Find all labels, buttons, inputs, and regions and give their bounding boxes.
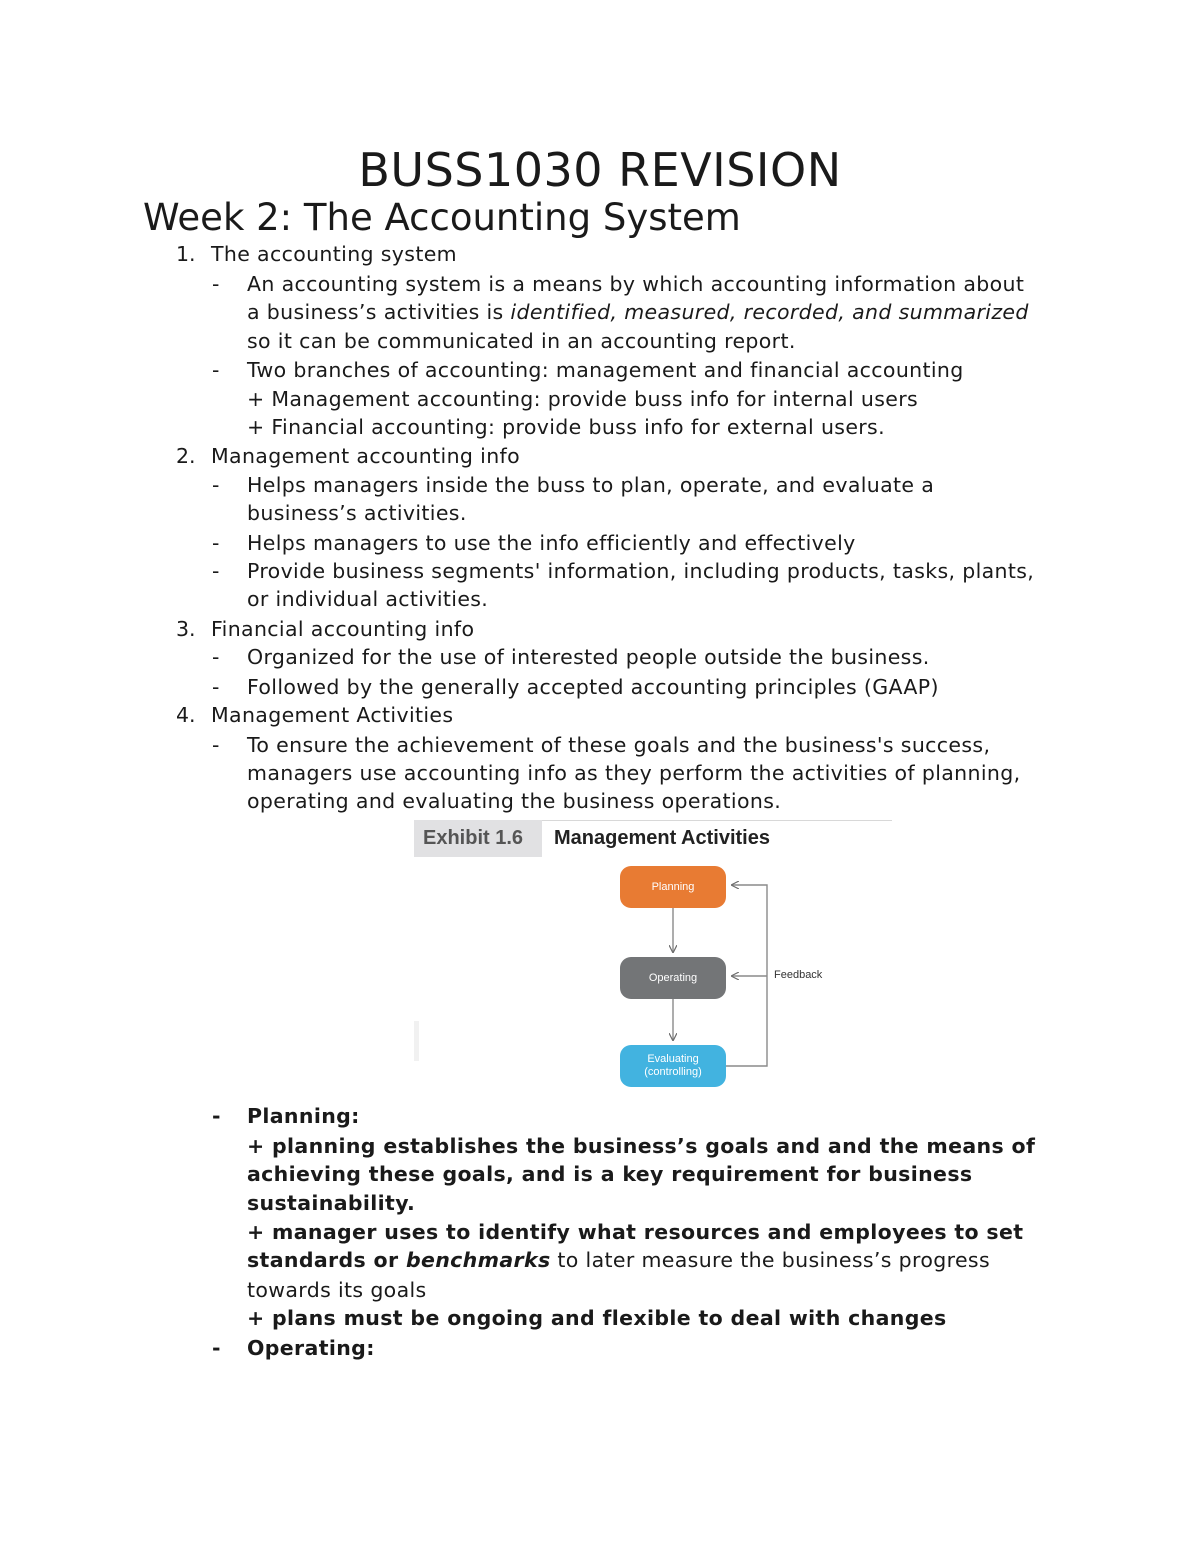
exhibit-figure bbox=[414, 816, 892, 1092]
text-line: + planning establishes the business’s goals and and the means of bbox=[247, 1134, 1036, 1158]
node-label: Evaluating (controlling) bbox=[644, 1053, 702, 1078]
bullet-dash: - bbox=[212, 1336, 221, 1360]
document-title: BUSS1030 REVISION bbox=[358, 143, 842, 197]
text-span: a business’s activities is bbox=[247, 300, 511, 324]
bullet-dash: - bbox=[212, 473, 220, 497]
exhibit-number: Exhibit 1.6 bbox=[414, 820, 542, 857]
italic-text: identified, measured, recorded, and summarized bbox=[510, 300, 1029, 324]
planning-node bbox=[620, 866, 726, 908]
text-line: towards its goals bbox=[247, 1278, 427, 1302]
text-line: sustainability. bbox=[247, 1191, 416, 1215]
text-line: + manager uses to identify what resources and employees to set bbox=[247, 1220, 1024, 1244]
text-line bbox=[247, 1246, 990, 1274]
bullet-dash: - bbox=[212, 645, 220, 669]
section-heading: Financial accounting info bbox=[211, 617, 475, 641]
text-line: business’s activities. bbox=[247, 501, 467, 525]
node-label: Planning bbox=[651, 880, 695, 893]
planning-heading: Planning: bbox=[247, 1104, 360, 1128]
text-line: Helps managers to use the info efficiently and effectively bbox=[247, 531, 856, 555]
bold-text: standards or bbox=[247, 1248, 406, 1272]
text-line: managers use accounting info as they perform the activities of planning, bbox=[247, 761, 1021, 785]
bullet-dash: - bbox=[212, 358, 220, 382]
text-line: + plans must be ongoing and flexible to deal with changes bbox=[247, 1306, 947, 1330]
text-span: to later measure the business’s progress bbox=[550, 1248, 990, 1272]
list-number: 2. bbox=[176, 444, 196, 468]
text-line: + Financial accounting: provide buss info for external users. bbox=[247, 415, 885, 439]
node-label: Operating bbox=[648, 971, 698, 984]
evaluating-node bbox=[620, 1045, 726, 1087]
section-heading: The accounting system bbox=[211, 242, 457, 266]
bold-italic-text: benchmarks bbox=[405, 1248, 551, 1272]
text-line: An accounting system is a means by which accounting information about bbox=[247, 272, 1025, 296]
text-line: or individual activities. bbox=[247, 587, 489, 611]
list-number: 4. bbox=[176, 703, 196, 727]
text-line: To ensure the achievement of these goals and the business's success, bbox=[247, 733, 991, 757]
text-line bbox=[247, 298, 1029, 326]
bullet-dash: - bbox=[212, 1104, 221, 1128]
bullet-dash: - bbox=[212, 272, 220, 296]
section-heading: Management accounting info bbox=[211, 444, 520, 468]
text-line: achieving these goals, and is a key requirement for business bbox=[247, 1162, 973, 1186]
week-heading: Week 2: The Accounting System bbox=[143, 196, 741, 239]
text-line: Organized for the use of interested people outside the business. bbox=[247, 645, 930, 669]
operating-heading: Operating: bbox=[247, 1336, 375, 1360]
text-line: + Management accounting: provide buss info for internal users bbox=[247, 387, 919, 411]
bullet-dash: - bbox=[212, 531, 220, 555]
text-line: Followed by the generally accepted accounting principles (GAAP) bbox=[247, 675, 939, 699]
bullet-dash: - bbox=[212, 559, 220, 583]
text-line: operating and evaluating the business operations. bbox=[247, 789, 782, 813]
list-number: 1. bbox=[176, 242, 196, 266]
bullet-dash: - bbox=[212, 675, 220, 699]
list-number: 3. bbox=[176, 617, 196, 641]
text-line: Two branches of accounting: management and financial accounting bbox=[247, 358, 964, 382]
exhibit-title: Management Activities bbox=[554, 827, 770, 849]
feedback-label: Feedback bbox=[774, 969, 823, 981]
bullet-dash: - bbox=[212, 733, 220, 757]
text-line: so it can be communicated in an accounting report. bbox=[247, 329, 796, 353]
text-line: Provide business segments' information, including products, tasks, plants, bbox=[247, 559, 1035, 583]
section-heading: Management Activities bbox=[211, 703, 454, 727]
operating-node bbox=[620, 957, 726, 999]
text-line: Helps managers inside the buss to plan, operate, and evaluate a bbox=[247, 473, 935, 497]
